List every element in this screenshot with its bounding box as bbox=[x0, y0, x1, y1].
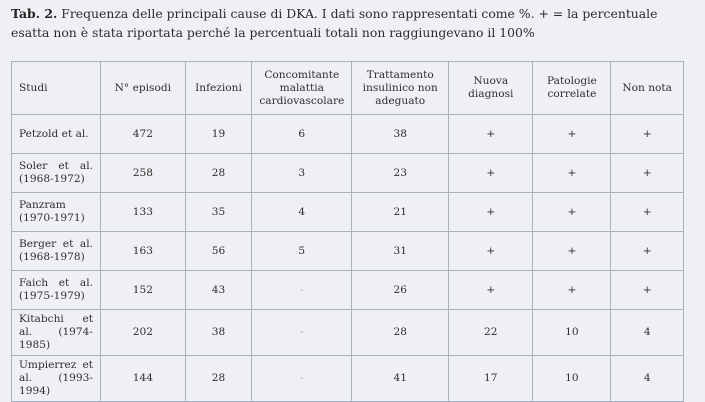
cell-infezioni: 35 bbox=[185, 193, 252, 232]
cell-patologie: 10 bbox=[533, 310, 611, 356]
table-row bbox=[12, 193, 684, 232]
cell-non-nota: + bbox=[611, 115, 684, 154]
cell-patologie: + bbox=[533, 193, 611, 232]
header-episodi: N° episodi bbox=[101, 62, 186, 115]
cell-cardiovascolare: 3 bbox=[252, 154, 352, 193]
cell-patologie: 10 bbox=[533, 356, 611, 402]
cell-infezioni: 43 bbox=[185, 271, 252, 310]
cell-nuova-diagnosi: + bbox=[449, 193, 533, 232]
cell-trattamento: 28 bbox=[352, 310, 449, 356]
cell-non-nota: + bbox=[611, 193, 684, 232]
cell-cardiovascolare: 5 bbox=[252, 232, 352, 271]
study-cell bbox=[12, 232, 101, 271]
cell-cardiovascolare: 6 bbox=[252, 115, 352, 154]
study-name: Faich et al. (1975-1979) bbox=[19, 277, 93, 302]
cell-non-nota: + bbox=[611, 271, 684, 310]
cell-episodi: 163 bbox=[101, 232, 186, 271]
cell-nuova-diagnosi: + bbox=[449, 115, 533, 154]
study-name: Umpierrez et al. (1993-1994) bbox=[19, 359, 93, 397]
cell-cardiovascolare: - bbox=[252, 271, 352, 310]
cell-episodi: 258 bbox=[101, 154, 186, 193]
cell-patologie: + bbox=[533, 271, 611, 310]
table-row bbox=[12, 232, 684, 271]
causes-table bbox=[11, 61, 684, 402]
table-header-row bbox=[12, 62, 684, 115]
cell-patologie: + bbox=[533, 115, 611, 154]
cell-infezioni: 28 bbox=[185, 154, 252, 193]
table-row bbox=[12, 310, 684, 356]
caption-label: Tab. 2. bbox=[11, 6, 58, 21]
study-cell bbox=[12, 356, 101, 402]
study-name: Soler et al. (1968-1972) bbox=[19, 160, 93, 185]
cell-nuova-diagnosi: + bbox=[449, 154, 533, 193]
cell-non-nota: + bbox=[611, 232, 684, 271]
cell-trattamento: 31 bbox=[352, 232, 449, 271]
cell-episodi: 152 bbox=[101, 271, 186, 310]
cell-nuova-diagnosi: 17 bbox=[449, 356, 533, 402]
cell-trattamento: 26 bbox=[352, 271, 449, 310]
study-cell bbox=[12, 115, 101, 154]
header-studi: Studi bbox=[12, 62, 101, 115]
cell-infezioni: 19 bbox=[185, 115, 252, 154]
cell-non-nota: 4 bbox=[611, 310, 684, 356]
study-name: Berger et al. (1968-1978) bbox=[19, 238, 93, 263]
cell-non-nota: + bbox=[611, 154, 684, 193]
study-name: Petzold et al. bbox=[19, 127, 89, 140]
cell-episodi: 144 bbox=[101, 356, 186, 402]
cell-cardiovascolare: - bbox=[252, 310, 352, 356]
study-cell bbox=[12, 154, 101, 193]
table-row bbox=[12, 271, 684, 310]
table-row bbox=[12, 115, 684, 154]
cell-patologie: + bbox=[533, 154, 611, 193]
caption-text: Frequenza delle principali cause di DKA. I dati sono rappresentati come %. + = la percentuale esatta non è stata riportata perché la percentuali totali non raggiungevano il 100% bbox=[11, 6, 658, 40]
cell-cardiovascolare: - bbox=[252, 356, 352, 402]
cell-infezioni: 38 bbox=[185, 310, 252, 356]
cell-nuova-diagnosi: + bbox=[449, 271, 533, 310]
cell-non-nota: 4 bbox=[611, 356, 684, 402]
cell-cardiovascolare: 4 bbox=[252, 193, 352, 232]
header-infezioni: Infezioni bbox=[185, 62, 252, 115]
table-row bbox=[12, 154, 684, 193]
cell-nuova-diagnosi: 22 bbox=[449, 310, 533, 356]
cell-nuova-diagnosi: + bbox=[449, 232, 533, 271]
table-caption bbox=[11, 5, 695, 42]
cell-infezioni: 28 bbox=[185, 356, 252, 402]
study-cell bbox=[12, 193, 101, 232]
cell-patologie: + bbox=[533, 232, 611, 271]
header-nuova-diagnosi: Nuova diagnosi bbox=[449, 62, 533, 115]
cell-infezioni: 56 bbox=[185, 232, 252, 271]
header-trattamento: Trattamento insulinico non adeguato bbox=[352, 62, 449, 115]
study-name: Kitabchi et al. (1974-1985) bbox=[19, 313, 93, 351]
cell-episodi: 133 bbox=[101, 193, 186, 232]
cell-trattamento: 38 bbox=[352, 115, 449, 154]
cell-trattamento: 23 bbox=[352, 154, 449, 193]
cell-trattamento: 21 bbox=[352, 193, 449, 232]
header-patologie: Patologie correlate bbox=[533, 62, 611, 115]
study-cell bbox=[12, 271, 101, 310]
header-cardiovascolare: Concomitante malattia cardiovascolare bbox=[252, 62, 352, 115]
cell-trattamento: 41 bbox=[352, 356, 449, 402]
study-cell bbox=[12, 310, 101, 356]
study-name: Panzram (1970-1971) bbox=[19, 199, 85, 224]
cell-episodi: 472 bbox=[101, 115, 186, 154]
table-row bbox=[12, 356, 684, 402]
header-non-nota: Non nota bbox=[611, 62, 684, 115]
cell-episodi: 202 bbox=[101, 310, 186, 356]
